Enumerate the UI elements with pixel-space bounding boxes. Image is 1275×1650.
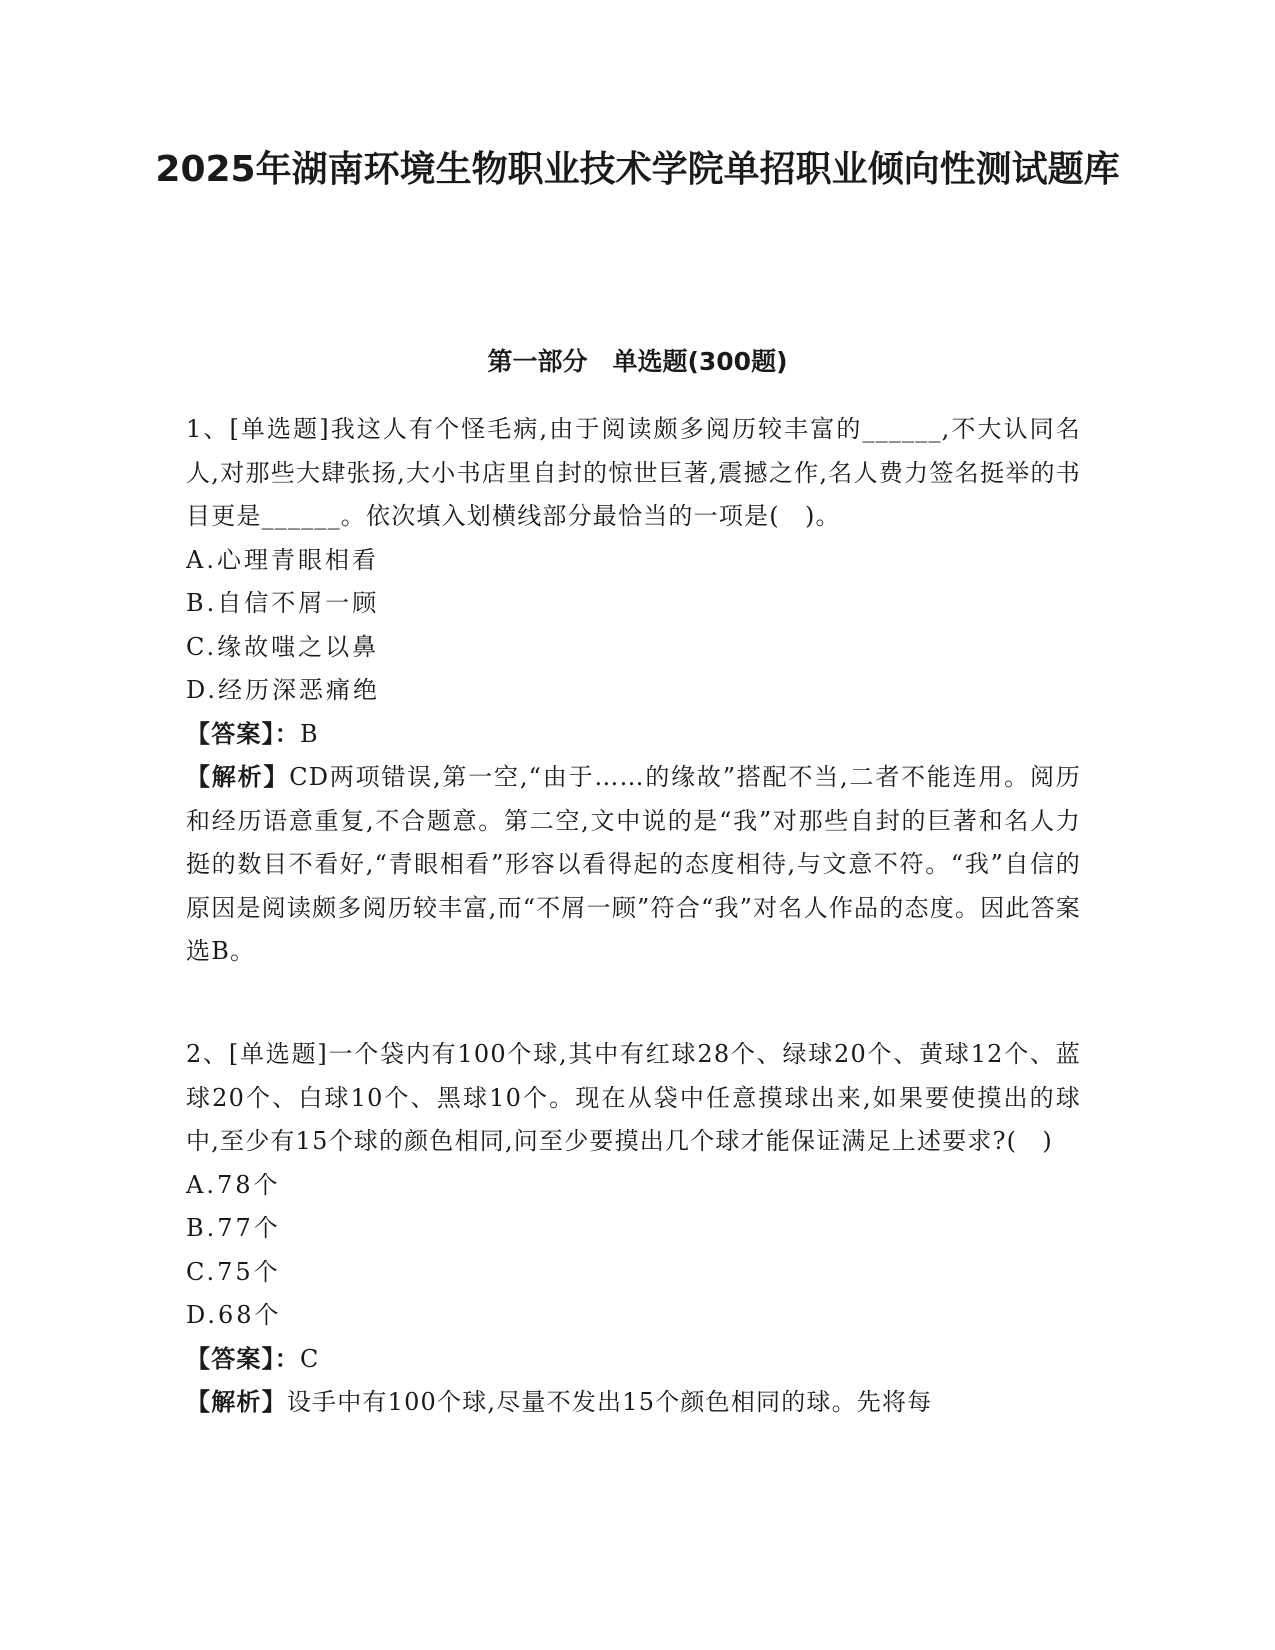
option-c: C.75个 [186, 1257, 281, 1286]
document-title: 2025年湖南环境生物职业技术学院单招职业倾向性测试题库 [155, 149, 1120, 190]
answer-label: 【答案】： [186, 1344, 300, 1373]
option-a: A.心理青眼相看 [186, 545, 379, 574]
option-b: B.自信不屑一顾 [186, 589, 380, 617]
answer-line [186, 713, 1081, 757]
analysis-paragraph [186, 756, 1081, 974]
option-b: B.77个 [186, 1214, 281, 1242]
question-stem: 2、[单选题]一个袋内有100个球,其中有红球28个、绿球20个、黄球12个、蓝球20个、白球10个、黑球10个。现在从袋中任意摸球出来,如果要使摸出的球中,至少有15个球的颜色相同,问至少要摸出几个球才能保证满足上述要求?( ) [186, 1040, 1081, 1155]
option-d: D.经历深恶痛绝 [186, 676, 381, 704]
analysis-label: 【解析】 [186, 1388, 287, 1416]
analysis-text: 设手中有100个球,尽量不发出15个颜色相同的球。先将每 [286, 1388, 933, 1416]
question-1 [186, 408, 1081, 974]
analysis-text: CD两项错误,第一空,“由于……的缘故”搭配不当,二者不能连用。阅历和经历语意重复,不合题意。第二空,文中说的是“我”对那些自封的巨著和名人力挺的数目不看好,“青眼相看”形容以看得起的态度相待,与文意不符。“我”自信的原因是阅读颇多阅历较丰富,而“不屑一顾”符合“我”对名人作品的态度。因此答案选B。 [186, 763, 1081, 965]
answer-value: C [300, 1344, 320, 1373]
option-a: A.78个 [186, 1170, 281, 1199]
answer-line [186, 1338, 1081, 1382]
question-stem: 1、[单选题]我这人有个怪毛病,由于阅读颇多阅历较丰富的______,不大认同名人,对那些大肆张扬,大小书店里自封的惊世巨著,震撼之作,名人费力签名挺举的书目更是______。依次填入划横线部分最恰当的一项是( )。 [186, 415, 1081, 530]
option-c: C.缘故嗤之以鼻 [186, 632, 380, 661]
analysis-paragraph [186, 1381, 1081, 1425]
section-title: 第一部分 单选题(300题) [487, 347, 788, 376]
answer-value: B [300, 719, 319, 748]
option-d: D.68个 [186, 1301, 282, 1329]
answer-label: 【答案】： [186, 719, 300, 748]
question-2 [186, 1033, 1081, 1425]
analysis-label: 【解析】 [186, 763, 290, 791]
